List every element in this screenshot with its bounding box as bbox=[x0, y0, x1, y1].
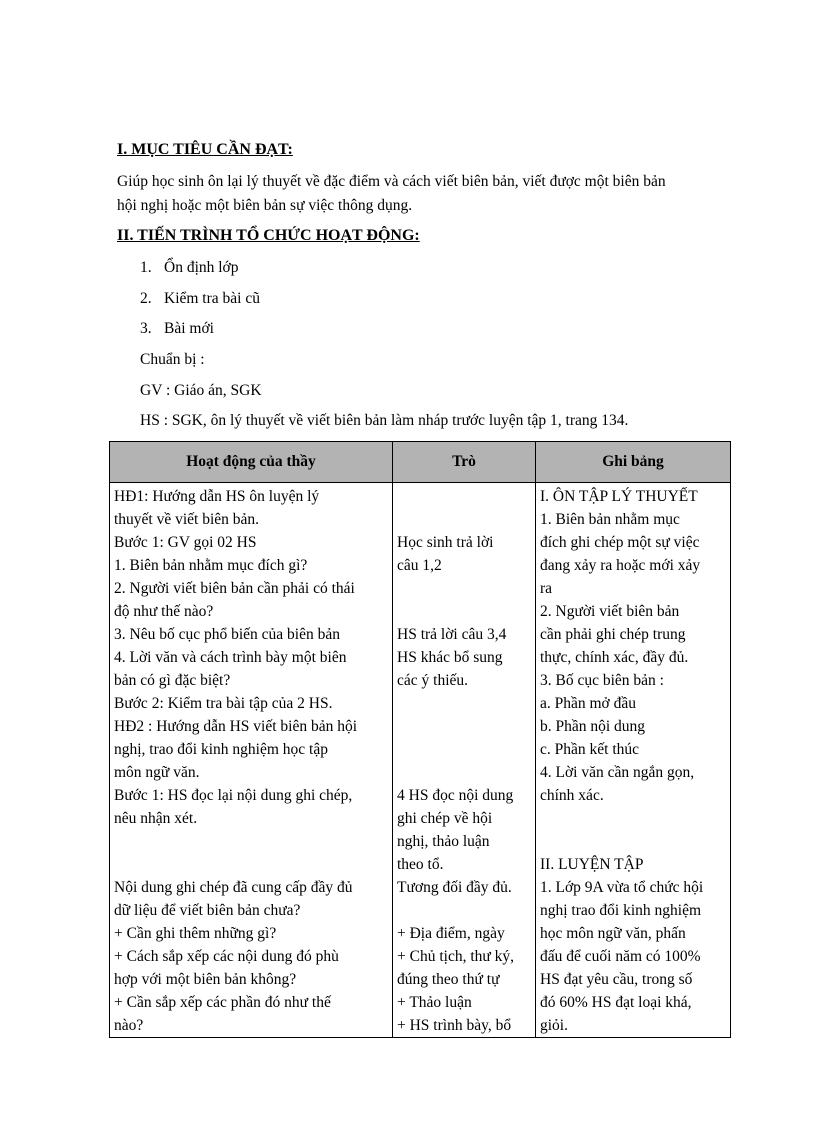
cell-line: Bước 1: HS đọc lại nội dung ghi chép, bbox=[114, 787, 353, 804]
cell-line bbox=[397, 692, 531, 715]
cell-line: 1. Biên bản nhằm mục bbox=[540, 511, 680, 528]
cell-line bbox=[397, 738, 531, 761]
cell-line: 3. Bố cục biên bản : bbox=[540, 672, 664, 689]
cell-line: Học sinh trả lời bbox=[397, 534, 494, 551]
header-student: Trò bbox=[393, 442, 536, 483]
cell-line: HĐ2 : Hướng dẫn HS viết biên bản hội bbox=[114, 718, 358, 735]
cell-line: đang xảy ra hoặc mới xảy bbox=[540, 557, 701, 574]
cell-line: 3. Nêu bố cục phổ biến của biên bản bbox=[114, 626, 340, 643]
cell-line: nghị trao đổi kinh nghiệm bbox=[540, 902, 702, 919]
cell-line: cần phải ghi chép trung bbox=[540, 626, 686, 643]
cell-line: nào? bbox=[114, 1017, 144, 1034]
cell-line: + Cách sắp xếp các nội dung đó phù bbox=[114, 948, 339, 965]
cell-line: 4. Lời văn cần ngắn gọn, bbox=[540, 764, 695, 781]
cell-line bbox=[397, 577, 531, 600]
cell-line bbox=[540, 830, 726, 853]
cell-line: + Thảo luận bbox=[397, 994, 472, 1011]
cell-line bbox=[114, 853, 388, 876]
cell-line: HS khác bổ sung bbox=[397, 649, 503, 666]
cell-line: câu 1,2 bbox=[397, 557, 442, 574]
cell-line: HS trả lời câu 3,4 bbox=[397, 626, 507, 643]
prep-line: GV : Giáo án, SGK bbox=[140, 381, 262, 399]
cell-line: đích ghi chép một sự việc bbox=[540, 534, 700, 551]
intro-line: Giúp học sinh ôn lại lý thuyết về đặc điểm và cách viết biên bản, viết được một biên bản bbox=[117, 173, 666, 190]
section-1-intro bbox=[117, 170, 737, 218]
cell-line: giỏi. bbox=[540, 1017, 568, 1034]
table-row bbox=[110, 483, 731, 1038]
cell-line: Tương đối đầy đủ. bbox=[397, 879, 512, 896]
cell-line: Bước 1: GV gọi 02 HS bbox=[114, 534, 257, 551]
cell-line: chính xác. bbox=[540, 787, 604, 804]
cell-line: II. LUYỆN TẬP bbox=[540, 856, 644, 873]
cell-line: + Cần ghi thêm những gì? bbox=[114, 925, 277, 942]
cell-line: 2. Người viết biên bản bbox=[540, 603, 680, 620]
cell-line: học môn ngữ văn, phấn bbox=[540, 925, 686, 942]
cell-line: b. Phần nội dung bbox=[540, 718, 646, 735]
cell-line: a. Phần mở đầu bbox=[540, 695, 637, 712]
step-item bbox=[140, 317, 260, 348]
step-number: 3. bbox=[140, 320, 152, 337]
cell-line: thuyết về viết biên bản. bbox=[114, 511, 260, 528]
table-header-row bbox=[110, 442, 731, 483]
cell-line: c. Phần kết thúc bbox=[540, 741, 640, 758]
cell-line bbox=[397, 600, 531, 623]
cell-line: I. ÔN TẬP LÝ THUYẾT bbox=[540, 488, 698, 505]
step-number: 2. bbox=[140, 289, 152, 307]
cell-line: các ý thiếu. bbox=[397, 672, 469, 689]
step-number: 1. bbox=[140, 259, 152, 276]
cell-line: 2. Người viết biên bản cần phải có thái bbox=[114, 580, 355, 597]
student-activity-cell bbox=[393, 483, 536, 1038]
cell-line: HS đạt yêu cầu, trong số bbox=[540, 971, 693, 988]
cell-line bbox=[397, 761, 531, 784]
board-notes-cell bbox=[536, 483, 731, 1038]
cell-line: Nội dung ghi chép đã cung cấp đầy đủ bbox=[114, 879, 353, 896]
cell-line: đấu để cuối năm có 100% bbox=[540, 948, 701, 965]
step-text: Kiểm tra bài cũ bbox=[164, 289, 260, 307]
cell-line: ghi chép về hội bbox=[397, 810, 493, 827]
cell-line: 1. Lớp 9A vừa tổ chức hội bbox=[540, 879, 704, 896]
cell-line: ra bbox=[540, 580, 553, 597]
lesson-table bbox=[109, 441, 731, 1038]
cell-line: môn ngữ văn. bbox=[114, 764, 200, 781]
cell-line bbox=[397, 508, 531, 531]
cell-line: nêu nhận xét. bbox=[114, 810, 198, 827]
cell-line: độ như thế nào? bbox=[114, 603, 214, 620]
teacher-activity-cell bbox=[110, 483, 393, 1038]
cell-line bbox=[397, 485, 531, 508]
activity-steps bbox=[140, 256, 260, 348]
cell-line bbox=[397, 899, 531, 922]
cell-line: hợp với một biên bản không? bbox=[114, 971, 297, 988]
cell-line: 4 HS đọc nội dung bbox=[397, 787, 514, 804]
preparation-block bbox=[140, 348, 628, 440]
cell-line bbox=[540, 807, 726, 830]
cell-line: dữ liệu để viết biên bản chưa? bbox=[114, 902, 301, 919]
cell-line: thực, chính xác, đầy đủ. bbox=[540, 649, 689, 666]
cell-line: + HS trình bày, bổ bbox=[397, 1017, 512, 1034]
step-text: Bài mới bbox=[164, 320, 214, 337]
prep-line: Chuẩn bị : bbox=[140, 351, 205, 368]
step-text: Ổn định lớp bbox=[164, 259, 239, 276]
cell-line: 1. Biên bản nhằm mục đích gì? bbox=[114, 557, 308, 574]
intro-line: hội nghị hoặc một biên bản sự việc thông dụng. bbox=[117, 197, 413, 214]
cell-line: HĐ1: Hướng dẫn HS ôn luyện lý bbox=[114, 488, 320, 505]
cell-line: + Địa điểm, ngày bbox=[397, 925, 505, 942]
section-1-heading: I. MỤC TIÊU CẦN ĐẠT: bbox=[117, 141, 293, 158]
cell-line: Bước 2: Kiểm tra bài tập của 2 HS. bbox=[114, 695, 333, 712]
header-teacher: Hoạt động của thầy bbox=[110, 442, 393, 483]
cell-line: nghị, trao đổi kinh nghiệm học tập bbox=[114, 741, 328, 758]
step-item bbox=[140, 256, 260, 287]
cell-line: đúng theo thứ tự bbox=[397, 971, 500, 988]
cell-line bbox=[397, 715, 531, 738]
cell-line: đó 60% HS đạt loại khá, bbox=[540, 994, 692, 1011]
step-item bbox=[140, 287, 260, 318]
header-board: Ghi bảng bbox=[536, 442, 731, 483]
cell-line: + Chủ tịch, thư ký, bbox=[397, 948, 515, 965]
section-2-heading: II. TIẾN TRÌNH TỔ CHỨC HOẠT ĐỘNG: bbox=[117, 227, 420, 244]
cell-line bbox=[114, 830, 388, 853]
cell-line: bản có gì đặc biệt? bbox=[114, 672, 231, 689]
cell-line: 4. Lời văn và cách trình bày một biên bbox=[114, 649, 347, 666]
cell-line: nghị, thảo luận bbox=[397, 833, 490, 850]
prep-line: HS : SGK, ôn lý thuyết về viết biên bản làm nháp trước luyện tập 1, trang 134. bbox=[140, 412, 629, 429]
cell-line: + Cần sắp xếp các phần đó như thế bbox=[114, 994, 331, 1011]
cell-line: theo tổ. bbox=[397, 856, 444, 873]
